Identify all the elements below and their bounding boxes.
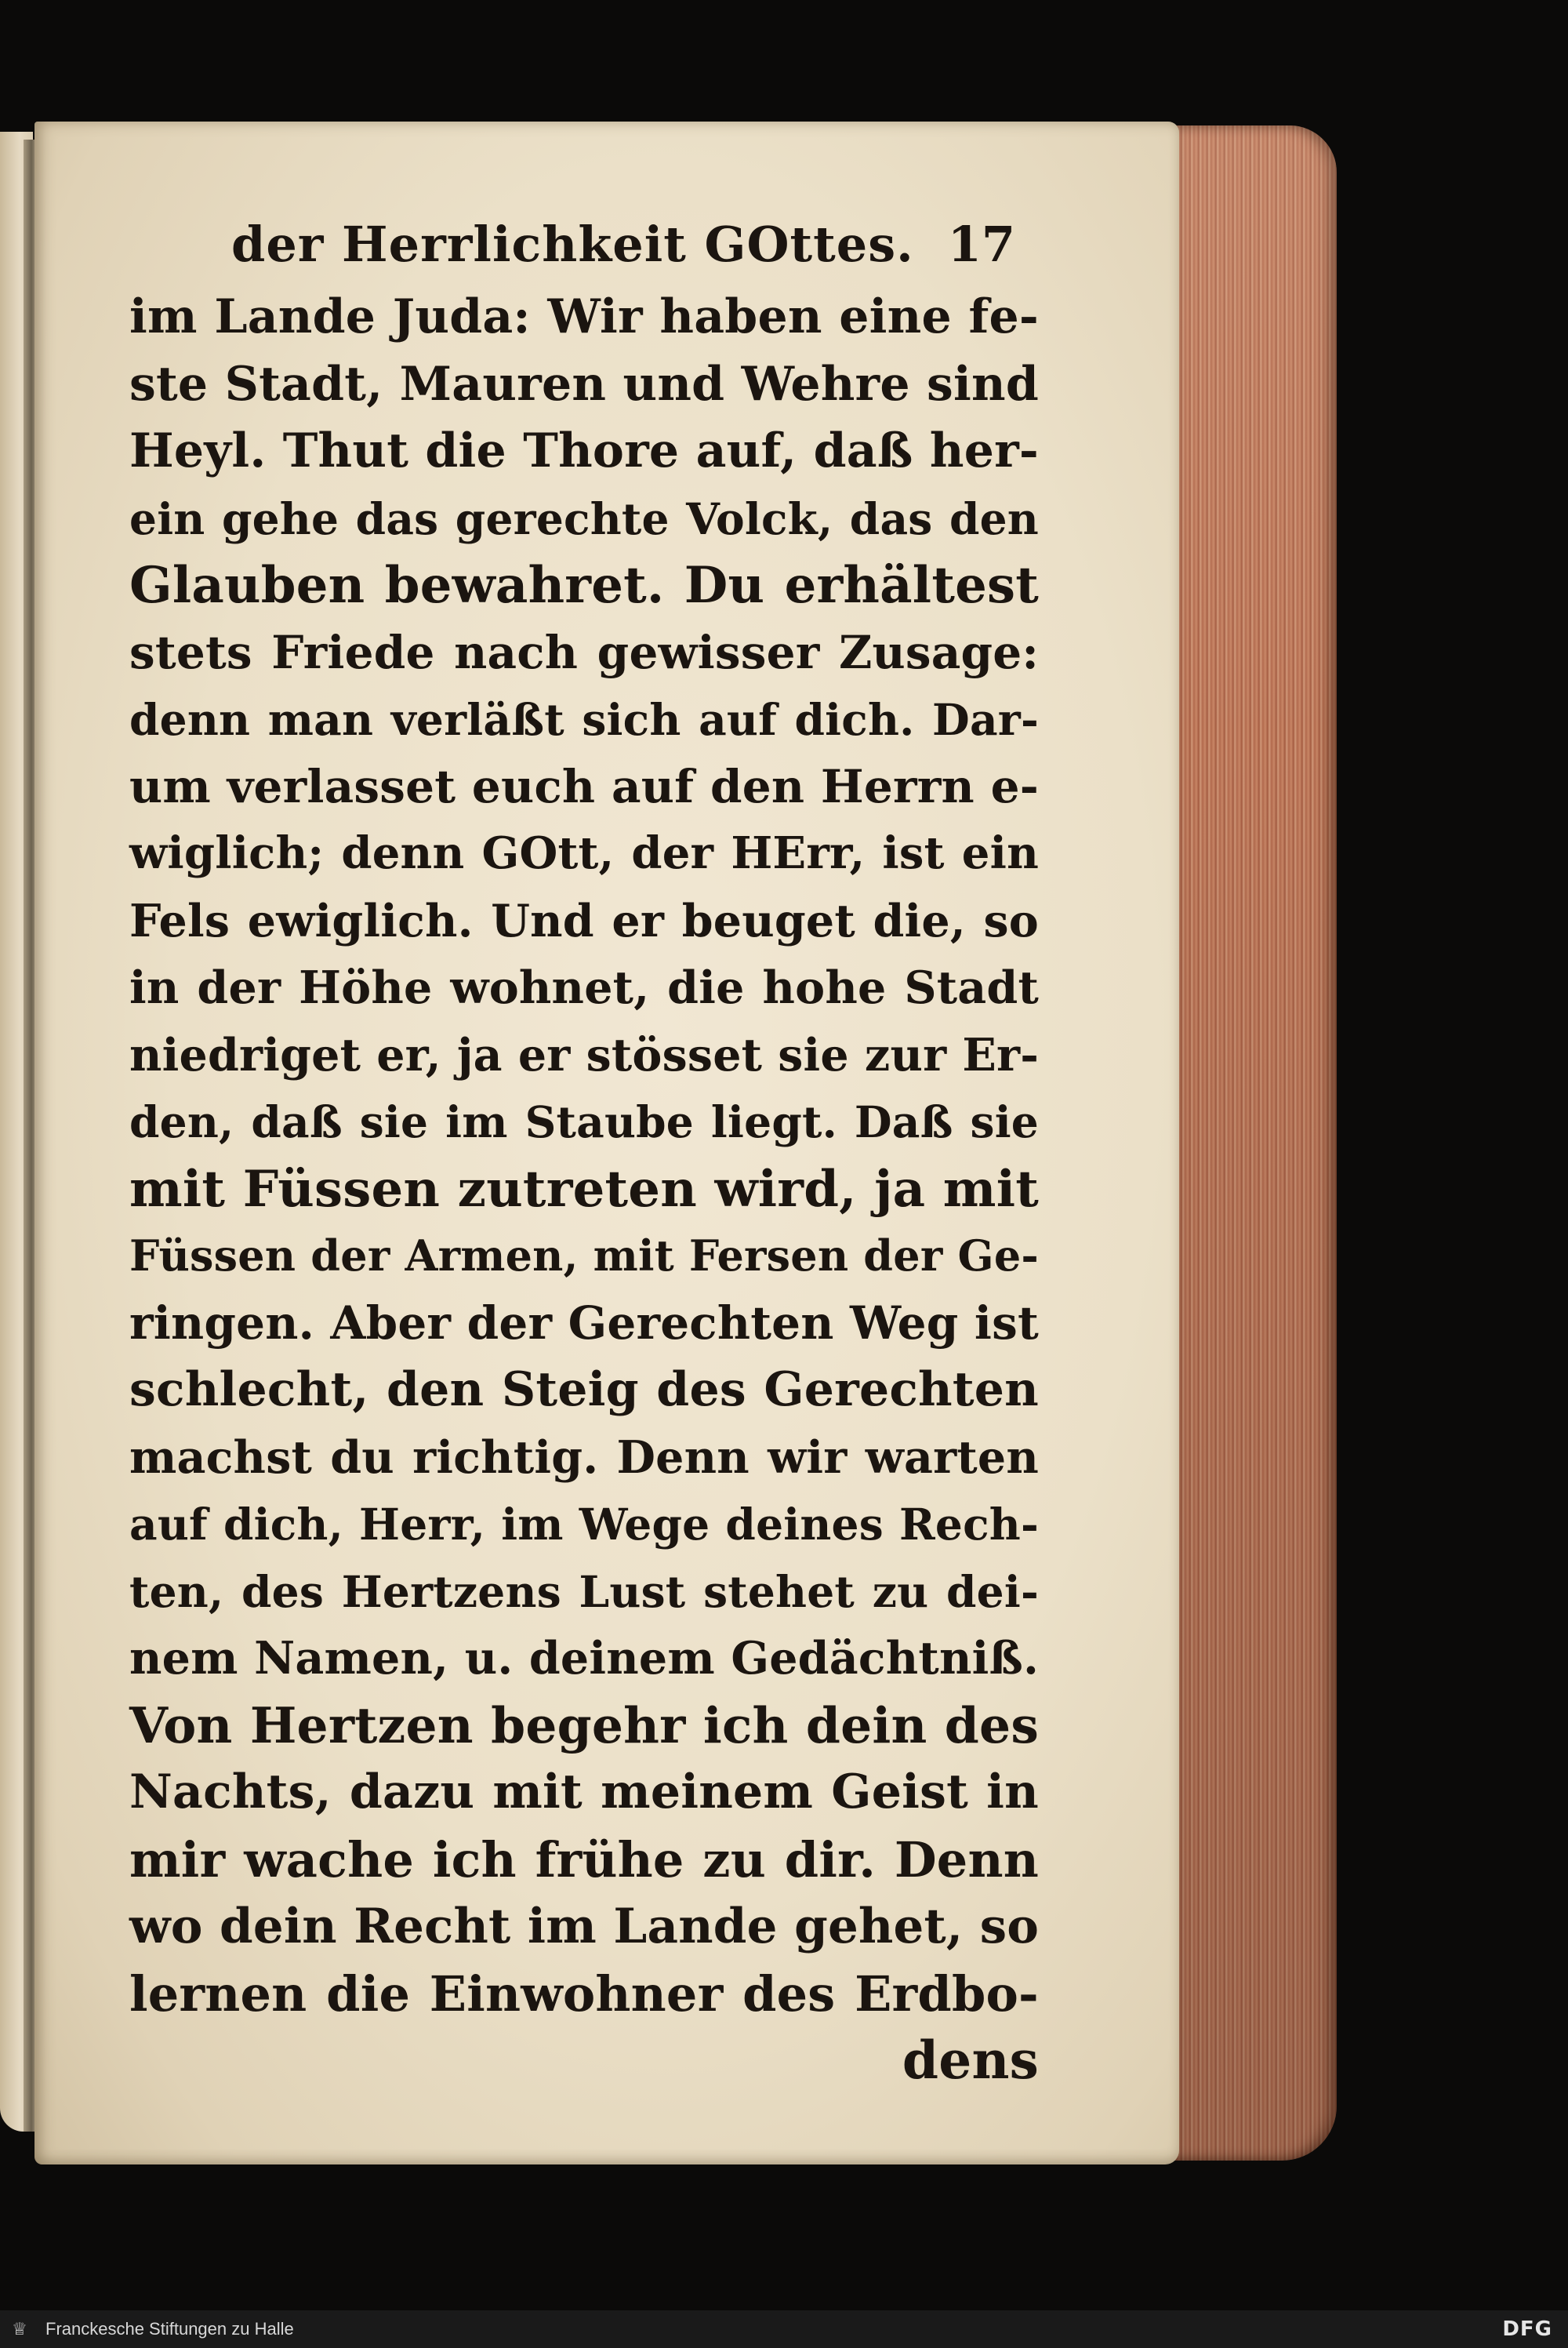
footer-bar <box>0 2310 1568 2348</box>
text-line: nem Namen, u. deinem Gedächtniß. <box>129 1632 1039 1685</box>
catchword: dens <box>902 2030 1039 2091</box>
text-line: wo dein Recht im Lande gehet, so <box>129 1899 1040 1954</box>
text-line: ste Stadt, Mauren und Wehre sind <box>129 356 1039 412</box>
text-line: schlecht, den Steig des Gerechten <box>129 1362 1039 1417</box>
page-text <box>129 205 1039 2095</box>
text-line: Füssen der Armen, mit Fersen der Ge- <box>129 1230 1039 1281</box>
institution-logo-icon: ♕ <box>12 2319 27 2339</box>
text-line: denn man verläßt sich auf dich. Dar- <box>129 694 1039 745</box>
text-line: mit Füssen zutreten wird, ja mit <box>129 1159 1039 1219</box>
page-number: 17 <box>947 216 1015 273</box>
running-head: der Herrlichkeit GOttes. <box>231 216 914 273</box>
text-line: lernen die Einwohner des Erdbo- <box>129 1965 1039 2023</box>
text-line: Heyl. Thut die Thore auf, daß her- <box>129 423 1039 478</box>
text-line: niedriget er, ja er stösset sie zur Er- <box>129 1028 1040 1081</box>
text-line: in der Höhe wohnet, die hohe Stadt <box>129 961 1039 1014</box>
text-line: wiglich; denn GOtt, der HErr, ist ein <box>129 827 1039 879</box>
text-line: machst du richtig. Denn wir warten <box>129 1430 1039 1484</box>
text-line: ein gehe das gerechte Volck, das den <box>129 492 1039 544</box>
text-line: ringen. Aber der Gerechten Weg ist <box>129 1296 1039 1350</box>
text-lines <box>129 284 1039 2095</box>
text-line: mir wache ich frühe zu dir. Denn <box>129 1830 1039 1888</box>
text-line: auf dich, Herr, im Wege deines Rech- <box>129 1499 1039 1550</box>
text-line: ten, des Hertzens Lust stehet zu dei- <box>129 1565 1039 1617</box>
text-line: den, daß sie im Staube liegt. Daß sie <box>129 1096 1039 1147</box>
footer-credit: Franckesche Stiftungen zu Halle <box>45 2319 294 2339</box>
text-line: Fels ewiglich. Und er beuget die, so <box>129 894 1039 947</box>
text-line: im Lande Juda: Wir haben eine fe- <box>129 289 1039 344</box>
text-line: Nachts, dazu mit meinem Geist in <box>129 1765 1039 1819</box>
text-line: stets Friede nach gewisser Zusage: <box>129 625 1039 679</box>
text-line: um verlasset euch auf den Herrn e- <box>129 759 1039 813</box>
text-line: Von Hertzen begehr ich dein des <box>129 1696 1039 1754</box>
dfg-logo: DFG <box>1502 2317 1552 2341</box>
page-header <box>129 205 1039 284</box>
text-line: Glauben bewahret. Du erhältest <box>129 556 1039 615</box>
